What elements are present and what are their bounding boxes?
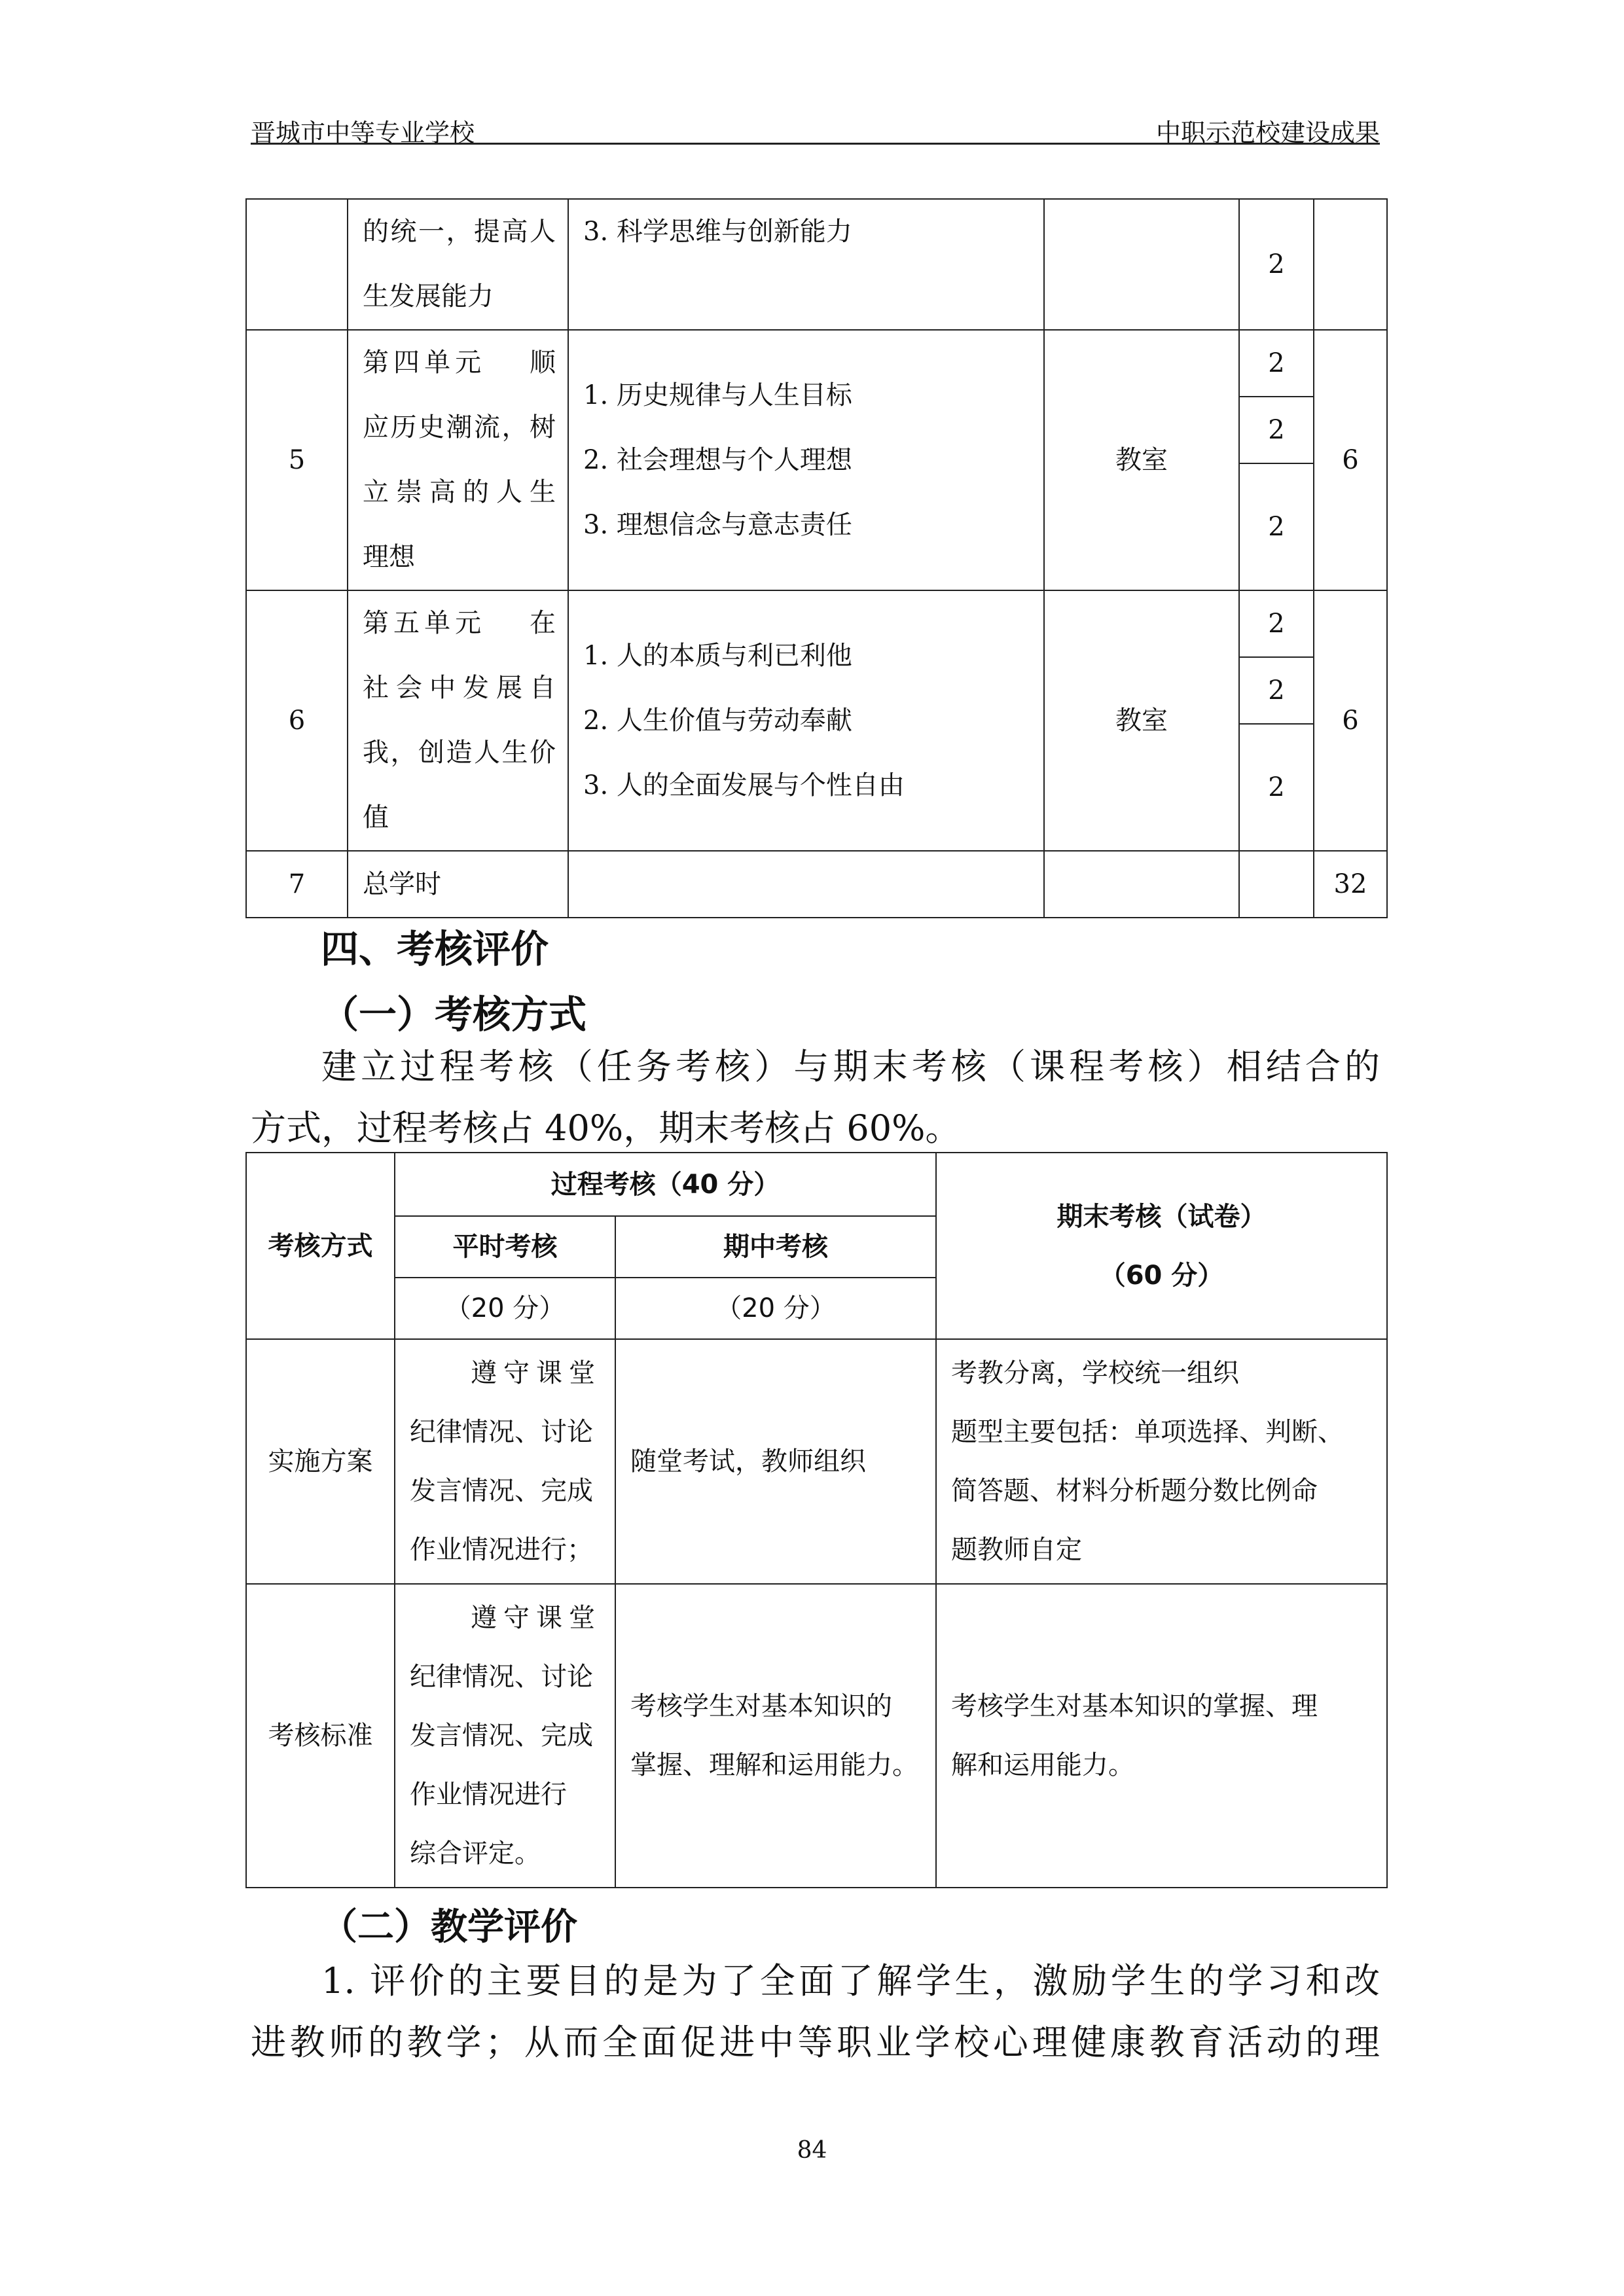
cell-line: 题教师自定 [951,1535,1082,1565]
teaching-place [1044,851,1239,918]
cell-line: 考核学生对基本知识的 [630,1691,892,1721]
subsection-heading: （二）教学评价 [321,1906,577,1948]
unit-total-hours: 6 [1314,590,1387,851]
unit-items [568,330,1044,590]
cell-line: 作业情况进行； [410,1535,593,1565]
section-heading: 四、考核评价 [321,927,549,971]
row-number: 5 [246,330,348,590]
table-row [246,1153,1387,1216]
plan-final [936,1339,1387,1584]
cell-line: 遵守课堂 [471,1358,602,1388]
mid-score: （20 分） [615,1278,936,1339]
unit-items [568,851,1044,918]
final-header-score: （60 分） [1099,1260,1224,1291]
item-hours: 2 [1239,397,1314,463]
unit-line: 的统一，提高人 [363,217,556,247]
method-label: 考核方式 [246,1153,395,1339]
teaching-place: 教室 [1044,330,1239,590]
table-row [246,851,1387,918]
unit-line: 理想 [363,542,415,572]
unit-total-hours: 6 [1314,330,1387,590]
final-header-title: 期末考核（试卷） [1056,1201,1267,1232]
unit-item: 3. 科学思维与创新能力 [583,217,852,247]
row-number: 7 [246,851,348,918]
standard-label: 考核标准 [246,1584,395,1888]
unit-item: 3. 人的全面发展与个性自由 [583,770,905,800]
total-hours: 32 [1314,851,1387,918]
header-divider [251,143,1380,145]
unit-line: 值 [363,802,389,833]
cell-line: 掌握、理解和运用能力。 [630,1750,918,1780]
unit-item: 3. 理想信念与意志责任 [583,509,852,540]
standard-final [936,1584,1387,1888]
unit-line: 第五单元 在 [363,608,556,638]
unit-items [568,590,1044,851]
table-row [246,590,1387,657]
unit-item: 1. 历史规律与人生目标 [583,380,852,410]
unit-title: 总学时 [348,851,568,918]
unit-line: 应历史潮流，树 [363,412,556,442]
item-hours [1239,851,1314,918]
usual-header: 平时考核 [395,1216,615,1278]
table-row [246,330,1387,397]
plan-usual [395,1339,615,1584]
standard-usual [395,1584,615,1888]
cell-line: 考核学生对基本知识的掌握、理 [951,1691,1318,1721]
table-row [246,1584,1387,1888]
table-row [246,199,1387,330]
cell-line: 发言情况、完成 [410,1476,593,1506]
header-title: 中职示范校建设成果 [1155,118,1380,147]
unit-item: 1. 人的本质与利已利他 [583,640,852,671]
assessment-paragraph [251,1036,1380,1159]
unit-line: 社会中发展自 [363,673,556,703]
item-hours: 2 [1239,463,1314,590]
cell-line: 简答题、材料分析题分数比例命 [951,1476,1318,1506]
standard-mid [615,1584,936,1888]
unit-title [348,330,568,590]
unit-item: 2. 人生价值与劳动奉献 [583,705,852,736]
unit-line: 立崇高的人生 [363,477,556,507]
item-hours: 2 [1239,724,1314,851]
page-header [251,113,1380,145]
paragraph-line: 1. 评价的主要目的是为了全面了解学生，激励学生的学习和改 [321,1960,1380,2001]
item-hours: 2 [1239,657,1314,724]
mid-header: 期中考核 [615,1216,936,1278]
paragraph-line: 进教师的教学；从而全面促进中等职业学校心理健康教育活动的理 [251,2022,1380,2063]
unit-line: 生发展能力 [363,281,494,312]
unit-line: 我，创造人生价 [363,738,556,768]
teaching-place [1044,199,1239,330]
cell-line: 考教分离，学校统一组织 [951,1358,1239,1388]
unit-item: 2. 社会理想与个人理想 [583,444,852,475]
paragraph-line: 建立过程考核（任务考核）与期末考核（课程考核）相结合的 [321,1046,1380,1087]
cell-line: 发言情况、完成 [410,1721,593,1751]
cell-line: 解和运用能力。 [951,1750,1134,1780]
teaching-evaluation-paragraph [251,1950,1380,2073]
row-number: 6 [246,590,348,851]
usual-score: （20 分） [395,1278,615,1339]
process-header: 过程考核（40 分） [395,1153,936,1216]
subsection-heading: （一）考核方式 [321,992,587,1037]
assessment-table [245,1152,1388,1888]
cell-line: 综合评定。 [410,1839,541,1869]
paragraph-line: 方式，过程考核占 40%，期末考核占 60%。 [251,1107,961,1149]
final-header [936,1153,1387,1339]
row-number [246,199,348,330]
unit-items [568,199,1044,330]
course-schedule-table [245,198,1388,918]
plan-mid: 随堂考试，教师组织 [615,1339,936,1584]
page-number: 84 [797,2137,827,2164]
unit-total-hours [1314,199,1387,330]
unit-line: 第四单元 顺 [363,348,556,378]
cell-line: 作业情况进行 [410,1780,567,1810]
cell-line: 题型主要包括：单项选择、判断、 [951,1417,1344,1447]
unit-title [348,199,568,330]
cell-line: 纪律情况、讨论 [410,1417,593,1447]
item-hours: 2 [1239,199,1314,330]
table-row [246,1339,1387,1584]
item-hours: 2 [1239,330,1314,397]
plan-label: 实施方案 [246,1339,395,1584]
cell-line: 纪律情况、讨论 [410,1662,593,1692]
unit-title [348,590,568,851]
header-school-name: 晋城市中等专业学校 [251,118,475,147]
teaching-place: 教室 [1044,590,1239,851]
item-hours: 2 [1239,590,1314,657]
cell-line: 遵守课堂 [471,1603,602,1633]
